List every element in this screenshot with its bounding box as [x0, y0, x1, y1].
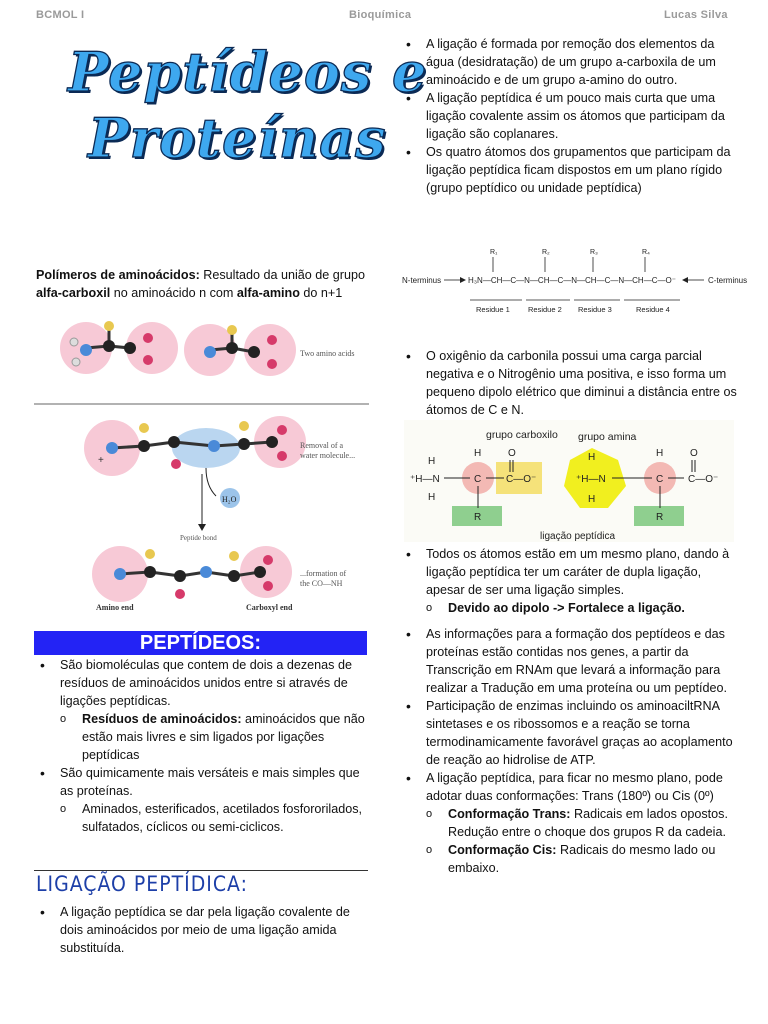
right-bottom-item-2: • As informações para a formação dos peptídeos e das proteínas estão contidas nos genes, a partir da Transcrição em RNAm que levará a informação para realizar a Tradução em uma proteína ou um peptídeo. [400, 625, 740, 697]
conformacao-trans-text: Radicais em lados opostos. Redução entre o choque dos grupos R da cadeia. [448, 807, 728, 839]
svg-text:C: C [656, 474, 664, 485]
peptide-bond-diagram [404, 420, 734, 542]
svg-text:+: + [98, 455, 104, 466]
dehydration-step [84, 416, 306, 476]
svg-text:C—O⁻: C—O⁻ [688, 474, 719, 485]
svg-text:O: O [508, 448, 516, 459]
page-title-line2: Proteínas [88, 106, 387, 170]
conformacao-cis-text: Radicais do mesmo lado ou embaixo. [448, 843, 716, 875]
residue-1-label: Residue 1 [476, 305, 510, 314]
right-bottom-item-4: • A ligação peptídica, para ficar no mesmo plano, pode adotar duas conformações: Trans (180º) ou Cis (0º) [400, 769, 740, 805]
section-divider [34, 870, 368, 871]
right-bottom-subitem-1 [400, 599, 740, 617]
peptide-bond-label: Peptide bond [180, 534, 217, 542]
amino-end-label: Amino end [96, 603, 134, 612]
svg-text:C—O⁻: C—O⁻ [506, 474, 537, 485]
removal-label-2: water molecule... [300, 451, 356, 460]
ligacao-list [34, 903, 370, 957]
svg-text:H: H [428, 456, 436, 467]
right-bottom-item-3: • Participação de enzimas incluindo os aminoaciltRNA sintetases e os ribossomos e a reação se torna termodinamicamente favorável graças ao acoplamento de reação ao hidrolise de ATP. [400, 697, 740, 769]
ligacao-item-1: • A ligação peptídica se dar pela ligação covalente de dois aminoácidos por meio de uma ligação amida substituída. [34, 903, 370, 957]
svg-text:R: R [656, 512, 664, 523]
grupo-amina-label: grupo amina [578, 431, 637, 443]
polimeros-label: Polímeros de aminoácidos: [36, 268, 200, 282]
svg-text:⁺H—N: ⁺H—N [410, 474, 440, 485]
residuos-label: Resíduos de aminoácidos: [82, 712, 242, 726]
svg-text:⁺H—N: ⁺H—N [576, 474, 606, 485]
ligacao-peptidica-label: ligação peptídica [540, 531, 616, 542]
svg-text:H: H [428, 492, 436, 503]
right-top-item-2: • A ligação peptídica é um pouco mais curta que uma ligação covalente assim os átomos que participam da ligação são coplanares. [400, 89, 740, 143]
svg-text:O: O [690, 448, 698, 459]
formation-label-2: the CO—NH [300, 579, 343, 588]
r3-label: R₃ [590, 249, 598, 256]
polimeros-bold3: alfa-amino [236, 286, 300, 300]
polimeros-paragraph [36, 266, 371, 302]
peptide-formation-figure [34, 318, 374, 618]
carboxyl-end-label: Carboxyl end [246, 603, 293, 612]
svg-text:H: H [588, 452, 596, 463]
formation-label-1: ...formation of [300, 569, 347, 578]
right-bottom-item-1: • Todos os átomos estão em um mesmo plano, dando à ligação peptídica ter um caráter de dupla ligação, apesar de ser uma ligação simples. [400, 545, 740, 599]
polimeros-text3: do n+1 [299, 286, 343, 300]
peptideos-list [34, 656, 370, 836]
right-mid-list [400, 347, 740, 419]
polimeros-text1: Resultado da união de grupo [199, 268, 366, 282]
peptide-chain-figure [398, 244, 758, 322]
residuos-text: aminoácidos que não estão mais livres e sim ligados por ligações peptídicas [82, 712, 365, 762]
svg-text:H: H [656, 448, 664, 459]
residue-4-label: Residue 4 [636, 305, 670, 314]
ligacao-heading: LIGAÇÃO PEPTÍDICA: [36, 872, 248, 896]
right-top-list [400, 35, 740, 197]
right-top-item-1: • A ligação é formada por remoção dos elementos da água (desidratação) de um grupo a-carboxila de um aminoácido e de um grupo a-amino do outro. [400, 35, 740, 89]
h2o-label: H₂O [222, 495, 237, 504]
r4-label: R₄ [642, 249, 650, 256]
right-bottom-list [400, 545, 740, 877]
header-course: BCMOL I [36, 9, 85, 21]
page-title-line1: Peptídeos e [68, 40, 428, 104]
residue-3-label: Residue 3 [578, 305, 612, 314]
svg-text:H₃N—CH—C—N—CH—C—N—CH—C—N—CH—C—: H₃N—CH—C—N—CH—C—N—CH—C—N—CH—C—O⁻ [468, 276, 676, 285]
svg-text:H: H [474, 448, 482, 459]
c-terminus-label: C-terminus [708, 276, 748, 285]
peptideos-banner: PEPTÍDEOS: [34, 631, 367, 655]
amino-acid-1 [60, 321, 178, 374]
grupo-carboxilo-label: grupo carboxilo [486, 429, 558, 441]
peptideos-item-1: • São biomoléculas que contem de dois a dezenas de resíduos de aminoácidos unidos entre si através de ligações peptídicas. [34, 656, 370, 710]
svg-text:H: H [588, 494, 596, 505]
removal-label-1: Removal of a [300, 441, 344, 450]
svg-text:C: C [474, 474, 482, 485]
r1-label: R₁ [490, 249, 498, 256]
conformacao-trans-label: Conformação Trans: [448, 807, 571, 821]
svg-text:R: R [474, 512, 482, 523]
spacer [400, 617, 740, 625]
header-subject: Bioquímica [349, 9, 412, 21]
dipeptide [92, 546, 292, 602]
right-top-item-3: • Os quatro átomos dos grupamentos que participam da ligação peptídica ficam dispostos em um plano rígido (grupo peptídico ou unidade peptídica) [400, 143, 740, 197]
header-author: Lucas Silva [664, 9, 728, 21]
polimeros-bold2: alfa-carboxil [36, 286, 111, 300]
conformacao-cis [400, 841, 740, 877]
dipolo-text: Devido ao dipolo -> Fortalece a ligação. [448, 601, 685, 615]
r2-label: R₂ [542, 249, 550, 256]
conformacao-trans [400, 805, 740, 841]
right-mid-item-1: • O oxigênio da carbonila possui uma carga parcial negativa e o Nitrogênio uma positiva, e isso forma um pequeno dipolo elétrico que diminui a distância entre os átomos de C e N. [400, 347, 740, 419]
peptideos-subitem-1 [34, 710, 370, 764]
n-terminus-label: N-terminus [402, 276, 442, 285]
amino-acid-2 [184, 324, 296, 376]
peptideos-subitem-2: o Aminados, esterificados, acetilados fosfororilados, sulfatados, cíclicos ou semi-ciclicos. [34, 800, 370, 836]
peptideos-item-2: • São quimicamente mais versáteis e mais simples que as proteínas. [34, 764, 370, 800]
conformacao-cis-label: Conformação Cis: [448, 843, 557, 857]
two-amino-acids-label: Two amino acids [300, 349, 355, 358]
polimeros-text2: no aminoácido n com [110, 286, 237, 300]
residue-2-label: Residue 2 [528, 305, 562, 314]
